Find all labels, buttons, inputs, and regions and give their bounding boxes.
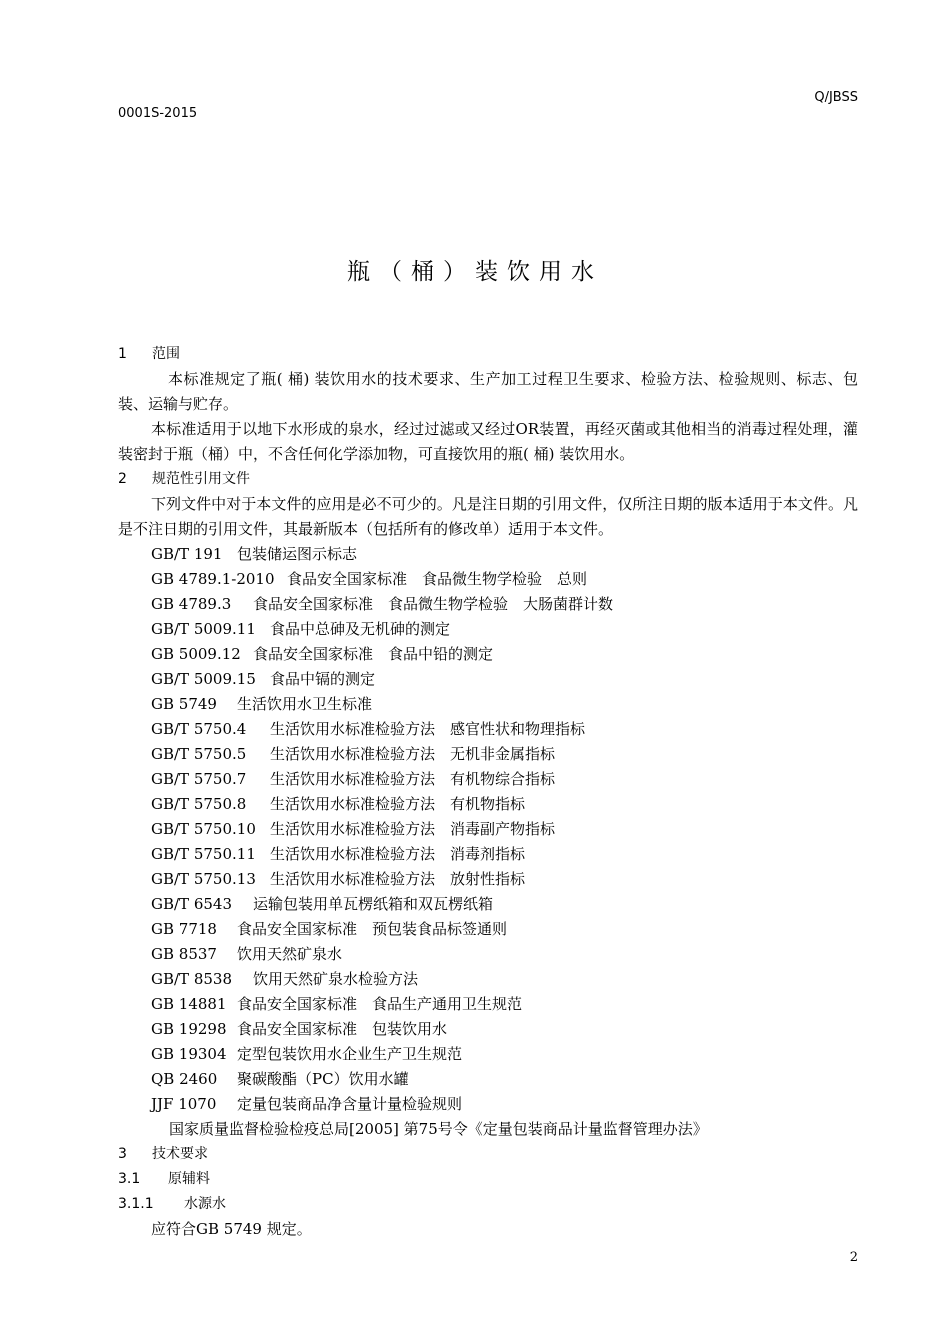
reference-name: 生活饮用水标准检验方法 无机非金属指标: [270, 745, 556, 763]
reference-item: [118, 1042, 858, 1067]
reference-item: [118, 967, 858, 992]
reference-item: [118, 1092, 858, 1117]
reference-name: 生活饮用水标准检验方法 消毒副产物指标: [270, 820, 556, 838]
reference-name: 运输包装用单瓦楞纸箱和双瓦楞纸箱: [253, 895, 494, 913]
reference-item: [118, 742, 858, 767]
section-3-heading: [118, 1142, 858, 1167]
reference-item: [118, 542, 858, 567]
section-number: 3.1.1: [118, 1196, 154, 1212]
reference-item: [118, 942, 858, 967]
reference-item: [118, 717, 858, 742]
reference-code: GB 14881: [151, 995, 227, 1013]
references-intro: 下列文件中对于本文件的应用是必不可少的。凡是注日期的引用文件，仅所注日期的版本适用于本文件。凡是不注日期的引用文件，其最新版本（包括所有的修改单）适用于本文件。: [118, 495, 858, 538]
reference-code: GB/T 5750.11: [151, 845, 256, 863]
document-title: 瓶（桶）装饮用水: [347, 259, 603, 285]
reference-code: GB 5749: [151, 695, 217, 713]
reference-list: [118, 542, 858, 1117]
reference-item: [118, 617, 858, 642]
reference-code: GB/T 8538: [151, 970, 233, 988]
reference-name: 食品中镉的测定: [270, 670, 376, 688]
section-title: 水源水: [184, 1196, 226, 1212]
reference-code: GB/T 6543: [151, 895, 233, 913]
reference-code: GB/T 5750.10: [151, 820, 256, 838]
reference-item: [118, 817, 858, 842]
reference-name: 食品安全国家标准 食品中铅的测定: [253, 645, 494, 663]
section-1-heading: [118, 342, 858, 367]
page-number: 2: [849, 1250, 858, 1265]
document-body: [118, 342, 858, 1242]
reference-name: 定量包装商品净含量计量检验规则: [237, 1095, 463, 1113]
reference-item: [118, 692, 858, 717]
standard-prefix: Q/JBSS: [814, 90, 858, 105]
section-3-1-heading: [118, 1167, 858, 1192]
reference-name: 生活饮用水标准检验方法 有机物指标: [270, 795, 526, 813]
section-2-heading: [118, 467, 858, 492]
reference-name: 食品中总砷及无机砷的测定: [270, 620, 451, 638]
reference-name: 食品安全国家标准 包装饮用水: [237, 1020, 448, 1038]
section-number: 1: [118, 346, 127, 362]
reference-name: 饮用天然矿泉水检验方法: [253, 970, 419, 988]
reference-code: GB 19304: [151, 1045, 227, 1063]
reference-name: 食品安全国家标准 预包装食品标签通则: [237, 920, 508, 938]
reference-code: GB 4789.3: [151, 595, 232, 613]
reference-code: GB 5009.12: [151, 645, 241, 663]
reference-code: GB/T 5750.8: [151, 795, 247, 813]
reference-code: GB/T 5750.7: [151, 770, 247, 788]
section-title: 范围: [152, 346, 180, 362]
reference-name: 定型包装饮用水企业生产卫生规范: [237, 1045, 463, 1063]
reference-item: [118, 567, 858, 592]
reference-code: JJF 1070: [151, 1095, 217, 1113]
reference-code: GB/T 5750.13: [151, 870, 256, 888]
reference-item: [118, 1067, 858, 1092]
reference-code: GB/T 5009.15: [151, 670, 256, 688]
reference-code: GB/T 5009.11: [151, 620, 256, 638]
reference-item: [118, 667, 858, 692]
water-source-text: 应符合GB 5749 规定。: [151, 1220, 312, 1238]
reference-code: GB 8537: [151, 945, 217, 963]
reference-name: 食品安全国家标准 食品生产通用卫生规范: [237, 995, 523, 1013]
reference-item: [118, 992, 858, 1017]
reference-name: 饮用天然矿泉水: [237, 945, 343, 963]
section-title: 技术要求: [152, 1146, 208, 1162]
reference-item: [118, 792, 858, 817]
reference-code: GB 19298: [151, 1020, 227, 1038]
reference-code: GB 7718: [151, 920, 217, 938]
reference-name: 食品安全国家标准 食品微生物学检验 总则: [287, 570, 588, 588]
section-number: 3: [118, 1146, 127, 1162]
reference-name: 聚碳酸酯（PC）饮用水罐: [237, 1070, 409, 1088]
reference-code: QB 2460: [151, 1070, 218, 1088]
section-number: 3.1: [118, 1171, 141, 1187]
reference-name: 食品安全国家标准 食品微生物学检验 大肠菌群计数: [253, 595, 614, 613]
section-title: 规范性引用文件: [152, 471, 250, 487]
reference-item: [118, 642, 858, 667]
reference-name: 生活饮用水标准检验方法 有机物综合指标: [270, 770, 556, 788]
section-3-1-1-heading: [118, 1192, 858, 1217]
reference-code: GB 4789.1-2010: [151, 570, 275, 588]
reference-item: [118, 1017, 858, 1042]
reference-item: [118, 867, 858, 892]
reference-code: GB/T 5750.5: [151, 745, 247, 763]
reference-code: GB/T 5750.4: [151, 720, 247, 738]
reference-name: 生活饮用水标准检验方法 放射性指标: [270, 870, 526, 888]
reference-item: [118, 592, 858, 617]
reference-item: [118, 842, 858, 867]
decree-reference: 国家质量监督检验检疫总局[2005] 第75号令《定量包装商品计量监督管理办法》: [169, 1120, 708, 1138]
section-number: 2: [118, 471, 127, 487]
reference-name: 生活饮用水标准检验方法 感官性状和物理指标: [270, 720, 586, 738]
reference-item: [118, 767, 858, 792]
standard-code: 0001S-2015: [118, 106, 198, 121]
reference-item: [118, 892, 858, 917]
reference-name: 包装储运图示标志: [237, 545, 358, 563]
scope-paragraph-2: 本标准适用于以地下水形成的泉水，经过过滤或又经过OR装置，再经灭菌或其他相当的消毒过程处理，灌装密封于瓶（桶）中，不含任何化学添加物，可直接饮用的瓶( 桶) 装饮用水。: [118, 420, 858, 463]
reference-name: 生活饮用水卫生标准: [237, 695, 373, 713]
reference-code: GB/T 191: [151, 545, 223, 563]
scope-paragraph-1: 本标准规定了瓶( 桶) 装饮用水的技术要求、生产加工过程卫生要求、检验方法、检验规则、标志、包装、运输与贮存。: [118, 370, 858, 413]
reference-name: 生活饮用水标准检验方法 消毒剂指标: [270, 845, 526, 863]
reference-item: [118, 917, 858, 942]
section-title: 原辅料: [168, 1171, 210, 1187]
